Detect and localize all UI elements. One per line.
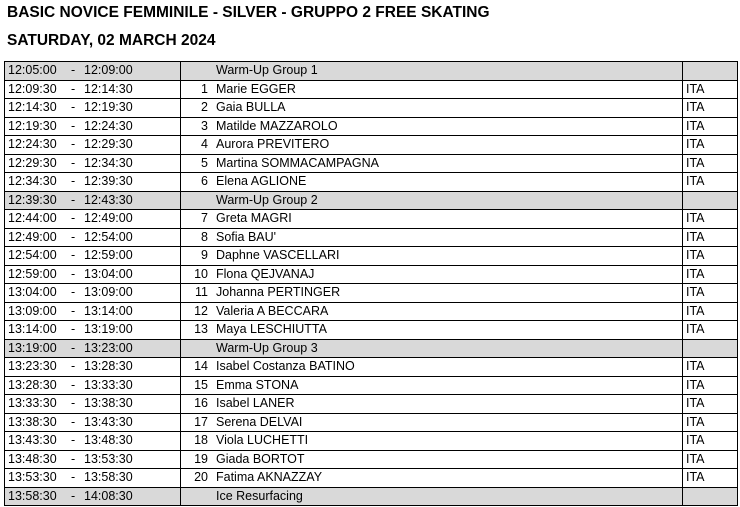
time-cell xyxy=(5,117,181,136)
skater-name: Giada BORTOT xyxy=(216,451,305,466)
end-time: 12:59:00 xyxy=(84,248,133,262)
start-number: 7 xyxy=(201,211,208,225)
nation-cell xyxy=(683,432,738,451)
end-time: 12:09:00 xyxy=(84,63,133,77)
start-number: 11 xyxy=(195,285,208,299)
skater-name: Isabel LANER xyxy=(216,396,295,410)
skater-row xyxy=(5,321,738,340)
nation-cell xyxy=(683,191,738,210)
nation-code: ITA xyxy=(686,451,705,466)
nation-code: ITA xyxy=(686,266,705,281)
time-cell xyxy=(5,358,181,377)
time-cell xyxy=(5,154,181,173)
nation-code: ITA xyxy=(686,229,705,244)
nation-cell xyxy=(683,284,738,303)
start-time: 12:05:00 xyxy=(8,63,57,77)
time-separator: - xyxy=(71,266,76,281)
nation-cell xyxy=(683,265,738,284)
skater-name: Fatima AKNAZZAY xyxy=(216,470,323,484)
skater-row xyxy=(5,247,738,266)
nation-code: ITA xyxy=(686,248,705,262)
end-time: 13:33:30 xyxy=(84,377,133,392)
end-time: 12:19:30 xyxy=(84,100,133,114)
time-separator: - xyxy=(71,433,76,447)
start-time: 13:19:00 xyxy=(8,340,57,355)
skater-row xyxy=(5,265,738,284)
skater-row xyxy=(5,117,738,136)
end-time: 12:39:30 xyxy=(84,174,133,188)
nation-code: ITA xyxy=(686,81,705,96)
start-number: 14 xyxy=(194,359,208,373)
schedule-table xyxy=(4,61,738,506)
skater-cell xyxy=(181,247,683,266)
skater-cell xyxy=(181,99,683,118)
time-cell xyxy=(5,99,181,118)
nation-cell xyxy=(683,80,738,99)
skater-cell xyxy=(181,136,683,155)
skater-cell xyxy=(181,154,683,173)
time-cell xyxy=(5,321,181,340)
time-separator: - xyxy=(71,229,76,244)
nation-cell xyxy=(683,136,738,155)
time-separator: - xyxy=(71,137,76,151)
time-separator: - xyxy=(71,303,76,318)
time-cell xyxy=(5,228,181,247)
start-time: 13:28:30 xyxy=(8,377,57,392)
nation-cell xyxy=(683,339,738,358)
skater-name: Flona QEJVANAJ xyxy=(216,266,315,281)
time-cell xyxy=(5,191,181,210)
start-time: 12:54:00 xyxy=(8,248,57,262)
end-time: 13:28:30 xyxy=(84,359,133,373)
time-cell xyxy=(5,376,181,395)
time-separator: - xyxy=(71,396,76,410)
start-time: 13:14:00 xyxy=(8,322,57,336)
end-time: 13:38:30 xyxy=(84,396,133,410)
start-time: 12:29:30 xyxy=(8,155,57,170)
end-time: 12:43:30 xyxy=(84,192,133,207)
end-time: 12:14:30 xyxy=(84,81,133,96)
end-time: 13:43:30 xyxy=(84,414,133,429)
skater-row xyxy=(5,210,738,229)
nation-code: ITA xyxy=(686,470,705,484)
skater-row xyxy=(5,136,738,155)
end-time: 12:24:30 xyxy=(84,118,133,133)
end-time: 12:34:30 xyxy=(84,155,133,170)
nation-cell xyxy=(683,99,738,118)
skater-name: Daphne VASCELLARI xyxy=(216,248,340,262)
time-cell xyxy=(5,450,181,469)
time-separator: - xyxy=(71,174,76,188)
start-number: 8 xyxy=(201,229,208,244)
end-time: 13:04:00 xyxy=(84,266,133,281)
skater-row xyxy=(5,228,738,247)
nation-cell xyxy=(683,302,738,321)
time-cell xyxy=(5,265,181,284)
skater-name: Serena DELVAI xyxy=(216,414,303,429)
time-cell xyxy=(5,395,181,414)
start-time: 12:19:30 xyxy=(8,118,57,133)
skater-cell xyxy=(181,210,683,229)
time-cell xyxy=(5,432,181,451)
skater-row xyxy=(5,358,738,377)
start-time: 12:14:30 xyxy=(8,100,57,114)
start-time: 12:24:30 xyxy=(8,137,57,151)
start-number: 17 xyxy=(194,414,208,429)
nation-code: ITA xyxy=(686,377,705,392)
start-time: 13:33:30 xyxy=(8,396,57,410)
schedule-body xyxy=(5,62,738,506)
skater-name: Greta MAGRI xyxy=(216,211,292,225)
nation-cell xyxy=(683,469,738,488)
skater-name: Viola LUCHETTI xyxy=(216,433,309,447)
start-time: 13:04:00 xyxy=(8,285,57,299)
time-separator: - xyxy=(71,340,76,355)
nation-cell xyxy=(683,358,738,377)
time-cell xyxy=(5,469,181,488)
event-cell xyxy=(181,487,683,506)
time-separator: - xyxy=(71,322,76,336)
start-time: 12:59:00 xyxy=(8,266,57,281)
start-number: 13 xyxy=(194,322,208,336)
time-cell xyxy=(5,302,181,321)
skater-cell xyxy=(181,302,683,321)
start-time: 12:49:00 xyxy=(8,229,57,244)
warmup-row xyxy=(5,487,738,506)
nation-cell xyxy=(683,247,738,266)
time-separator: - xyxy=(71,63,76,77)
time-separator: - xyxy=(71,248,76,262)
end-time: 13:09:00 xyxy=(84,285,133,299)
skater-cell xyxy=(181,432,683,451)
event-label: Warm-Up Group 2 xyxy=(216,192,318,207)
skater-cell xyxy=(181,117,683,136)
time-cell xyxy=(5,247,181,266)
skater-name: Aurora PREVITERO xyxy=(216,137,330,151)
time-separator: - xyxy=(71,285,76,299)
end-time: 13:58:30 xyxy=(84,470,133,484)
start-number: 5 xyxy=(201,155,208,170)
skater-cell xyxy=(181,395,683,414)
start-number: 6 xyxy=(201,174,208,188)
start-time: 12:39:30 xyxy=(8,192,57,207)
nation-cell xyxy=(683,228,738,247)
start-time: 13:43:30 xyxy=(8,433,57,447)
start-time: 12:09:30 xyxy=(8,81,57,96)
skater-cell xyxy=(181,228,683,247)
event-cell xyxy=(181,191,683,210)
start-time: 13:58:30 xyxy=(8,488,57,503)
nation-cell xyxy=(683,154,738,173)
time-separator: - xyxy=(71,451,76,466)
nation-code: ITA xyxy=(686,359,705,373)
warmup-row xyxy=(5,62,738,81)
nation-code: ITA xyxy=(686,174,705,188)
start-number: 12 xyxy=(194,303,208,318)
skater-cell xyxy=(181,284,683,303)
time-separator: - xyxy=(71,488,76,503)
time-cell xyxy=(5,210,181,229)
end-time: 13:48:30 xyxy=(84,433,133,447)
skater-cell xyxy=(181,321,683,340)
start-number: 2 xyxy=(201,100,208,114)
nation-code: ITA xyxy=(686,433,705,447)
skater-cell xyxy=(181,413,683,432)
nation-cell xyxy=(683,321,738,340)
skater-cell xyxy=(181,450,683,469)
event-cell xyxy=(181,339,683,358)
skater-name: Martina SOMMACAMPAGNA xyxy=(216,155,379,170)
end-time: 13:14:00 xyxy=(84,303,133,318)
event-label: Warm-Up Group 1 xyxy=(216,63,318,77)
start-number: 16 xyxy=(194,396,208,410)
start-time: 13:48:30 xyxy=(8,451,57,466)
nation-cell xyxy=(683,210,738,229)
skater-row xyxy=(5,80,738,99)
time-separator: - xyxy=(71,470,76,484)
start-number: 20 xyxy=(194,470,208,484)
end-time: 13:23:00 xyxy=(84,340,133,355)
start-time: 12:34:30 xyxy=(8,174,57,188)
skater-name: Marie EGGER xyxy=(216,81,296,96)
nation-cell xyxy=(683,117,738,136)
time-separator: - xyxy=(71,414,76,429)
time-separator: - xyxy=(71,359,76,373)
nation-code: ITA xyxy=(686,414,705,429)
end-time: 13:19:00 xyxy=(84,322,133,336)
start-number: 10 xyxy=(194,266,208,281)
nation-cell xyxy=(683,413,738,432)
time-cell xyxy=(5,173,181,192)
start-number: 19 xyxy=(194,451,208,466)
nation-code: ITA xyxy=(686,396,705,410)
skater-cell xyxy=(181,376,683,395)
time-cell xyxy=(5,487,181,506)
nation-code: ITA xyxy=(686,285,705,299)
skater-name: Gaia BULLA xyxy=(216,100,286,114)
skater-row xyxy=(5,469,738,488)
start-time: 13:53:30 xyxy=(8,470,57,484)
nation-cell xyxy=(683,376,738,395)
skater-row xyxy=(5,413,738,432)
warmup-row xyxy=(5,339,738,358)
nation-code: ITA xyxy=(686,303,705,318)
skater-row xyxy=(5,395,738,414)
start-time: 13:23:30 xyxy=(8,359,57,373)
skater-row xyxy=(5,450,738,469)
end-time: 12:49:00 xyxy=(84,211,133,225)
start-time: 13:38:30 xyxy=(8,414,57,429)
page-title: BASIC NOVICE FEMMINILE - SILVER - GRUPPO 2 FREE SKATING xyxy=(7,4,490,21)
time-cell xyxy=(5,413,181,432)
nation-cell xyxy=(683,450,738,469)
time-separator: - xyxy=(71,211,76,225)
end-time: 13:53:30 xyxy=(84,451,133,466)
time-cell xyxy=(5,339,181,358)
nation-code: ITA xyxy=(686,211,705,225)
nation-code: ITA xyxy=(686,137,705,151)
start-number: 3 xyxy=(201,118,208,133)
time-separator: - xyxy=(71,118,76,133)
time-separator: - xyxy=(71,100,76,114)
skater-name: Elena AGLIONE xyxy=(216,174,307,188)
nation-code: ITA xyxy=(686,322,705,336)
nation-cell xyxy=(683,395,738,414)
skater-cell xyxy=(181,265,683,284)
skater-cell xyxy=(181,469,683,488)
time-cell xyxy=(5,62,181,81)
skater-cell xyxy=(181,173,683,192)
start-number: 4 xyxy=(201,137,208,151)
schedule-date: SATURDAY, 02 MARCH 2024 xyxy=(7,32,216,49)
end-time: 14:08:30 xyxy=(84,488,133,503)
skater-row xyxy=(5,376,738,395)
skater-row xyxy=(5,173,738,192)
skater-name: Maya LESCHIUTTA xyxy=(216,322,327,336)
end-time: 12:54:00 xyxy=(84,229,133,244)
skater-row xyxy=(5,302,738,321)
start-number: 1 xyxy=(201,81,208,96)
nation-code: ITA xyxy=(686,155,705,170)
nation-code: ITA xyxy=(686,118,705,133)
skater-name: Emma STONA xyxy=(216,377,299,392)
skater-cell xyxy=(181,80,683,99)
skater-row xyxy=(5,284,738,303)
event-cell xyxy=(181,62,683,81)
skater-row xyxy=(5,99,738,118)
skater-name: Johanna PERTINGER xyxy=(216,285,341,299)
start-time: 13:09:00 xyxy=(8,303,57,318)
skater-row xyxy=(5,432,738,451)
nation-code: ITA xyxy=(686,100,705,114)
skater-row xyxy=(5,154,738,173)
start-time: 12:44:00 xyxy=(8,211,57,225)
time-cell xyxy=(5,80,181,99)
start-number: 9 xyxy=(201,248,208,262)
nation-cell xyxy=(683,173,738,192)
skater-cell xyxy=(181,358,683,377)
time-cell xyxy=(5,284,181,303)
time-separator: - xyxy=(71,377,76,392)
nation-cell xyxy=(683,487,738,506)
time-cell xyxy=(5,136,181,155)
skater-name: Sofia BAU' xyxy=(216,229,277,244)
start-number: 18 xyxy=(194,433,208,447)
time-separator: - xyxy=(71,155,76,170)
end-time: 12:29:30 xyxy=(84,137,133,151)
skater-name: Isabel Costanza BATINO xyxy=(216,359,355,373)
skater-name: Matilde MAZZAROLO xyxy=(216,118,338,133)
time-separator: - xyxy=(71,81,76,96)
event-label: Warm-Up Group 3 xyxy=(216,340,318,355)
nation-cell xyxy=(683,62,738,81)
time-separator: - xyxy=(71,192,76,207)
warmup-row xyxy=(5,191,738,210)
start-number: 15 xyxy=(194,377,208,392)
skater-name: Valeria A BECCARA xyxy=(216,303,329,318)
event-label: Ice Resurfacing xyxy=(216,488,303,503)
